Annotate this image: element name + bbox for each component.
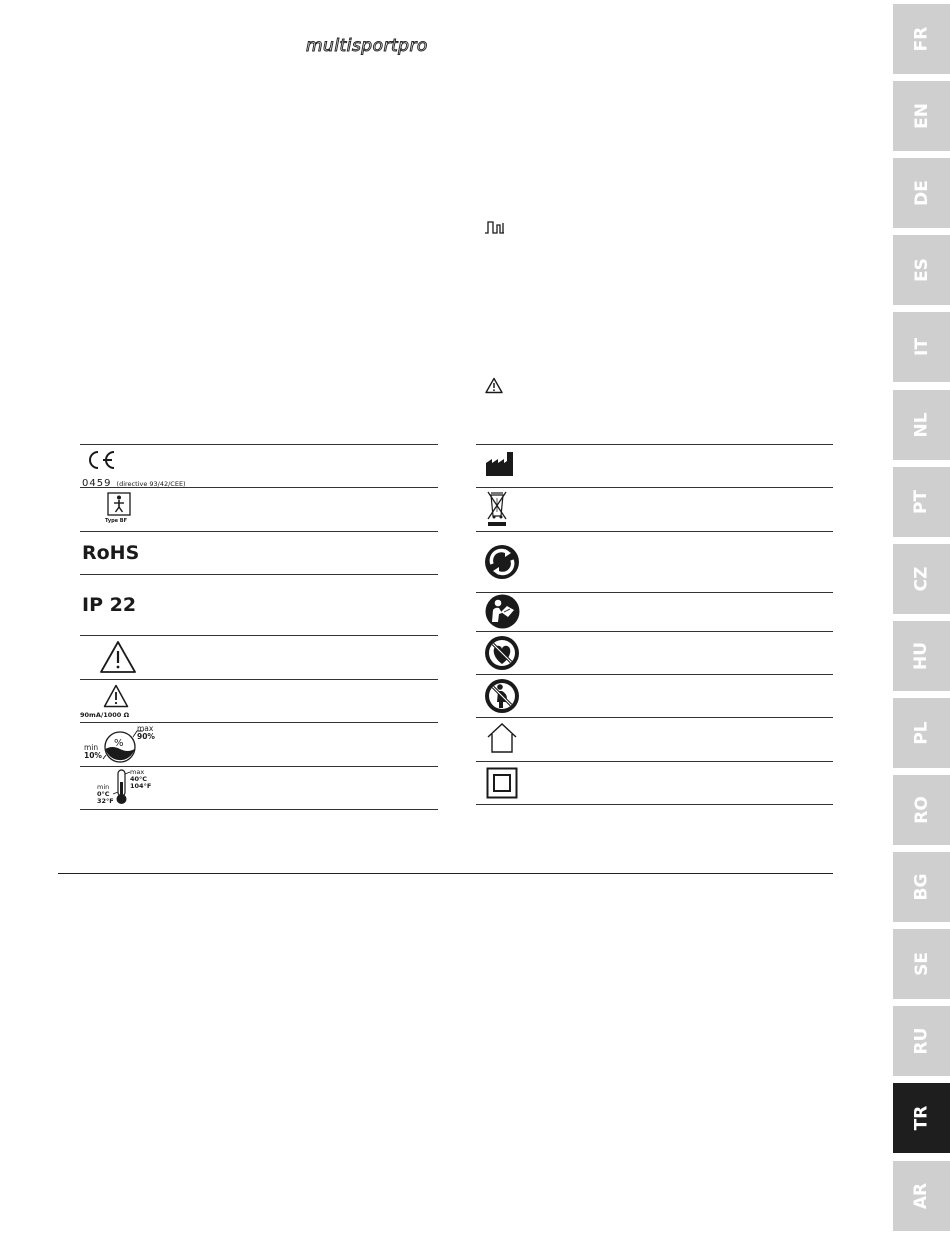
brand-logo: multisportpro — [306, 36, 428, 56]
manufacturer-icon — [485, 451, 515, 481]
no-pacemaker-icon — [484, 635, 520, 675]
warning-small-icon — [485, 377, 503, 398]
language-tab-label: SE — [911, 952, 932, 976]
language-tab-bg[interactable] — [893, 852, 950, 922]
language-tab-label: TR — [911, 1105, 932, 1131]
language-tab-tr[interactable] — [893, 1083, 950, 1153]
warning-icon — [103, 684, 129, 708]
table-rule — [80, 574, 438, 575]
humidity-min-value: 10% — [84, 751, 102, 760]
temperature-min-fahrenheit: 32°F — [97, 797, 114, 805]
humidity-percent-symbol: % — [114, 738, 124, 749]
language-tab-fr[interactable] — [893, 4, 950, 74]
rohs-label: RoHS — [82, 542, 140, 564]
warning-current-caption: 90mA/1000 Ω — [80, 711, 130, 719]
ce-mark-symbol — [82, 449, 282, 489]
weee-bin-icon — [484, 490, 510, 532]
humidity-min-label: min — [84, 743, 99, 752]
type-bf-icon — [107, 492, 131, 516]
language-tab-label: AR — [911, 1182, 932, 1210]
table-rule — [80, 679, 438, 680]
indoor-use-icon — [486, 722, 518, 758]
read-manual-icon — [485, 594, 520, 633]
humidity-max-label: max — [137, 724, 154, 733]
language-tab-hu[interactable] — [893, 621, 950, 691]
language-sidebar — [893, 0, 950, 1242]
language-tab-pt[interactable] — [893, 467, 950, 537]
table-rule — [80, 722, 438, 723]
table-rule — [476, 592, 833, 593]
table-rule — [80, 635, 438, 636]
table-rule — [80, 531, 438, 532]
type-bf-caption: Type BF — [105, 518, 128, 524]
warning-current-symbol — [80, 684, 152, 720]
temperature-max-fahrenheit: 104°F — [130, 782, 152, 790]
language-tab-label: PL — [911, 721, 932, 745]
ce-mark-icon — [84, 449, 118, 471]
temperature-max-celsius: 40°C — [130, 775, 148, 783]
language-tab-ro[interactable] — [893, 775, 950, 845]
table-rule — [476, 631, 833, 632]
language-tab-en[interactable] — [893, 81, 950, 151]
table-rule — [476, 487, 833, 488]
language-tab-label: CZ — [911, 566, 932, 592]
thermometer-icon — [112, 768, 132, 806]
ip-rating-label: IP 22 — [82, 594, 137, 616]
humidity-symbol — [82, 724, 172, 764]
language-tab-label: EN — [911, 103, 932, 129]
table-rule — [476, 444, 833, 445]
temperature-min-celsius: 0°C — [97, 790, 110, 798]
class-ii-icon — [486, 767, 518, 803]
language-tab-it[interactable] — [893, 312, 950, 382]
language-tab-label: RO — [911, 796, 932, 824]
table-rule — [80, 809, 438, 810]
language-tab-nl[interactable] — [893, 390, 950, 460]
language-tab-label: FR — [911, 26, 932, 52]
language-tab-label: BG — [911, 873, 932, 901]
language-tab-se[interactable] — [893, 929, 950, 999]
language-tab-de[interactable] — [893, 158, 950, 228]
language-tab-label: PT — [911, 489, 932, 515]
humidity-max-value: 90% — [137, 732, 155, 741]
language-tab-label: RU — [911, 1027, 932, 1055]
ce-directive: (directive 93/42/CEE) — [116, 480, 186, 488]
language-tab-label: NL — [911, 412, 932, 438]
temperature-symbol — [82, 768, 172, 808]
table-rule — [476, 674, 833, 675]
pulse-waveform-icon — [484, 219, 506, 239]
language-tab-pl[interactable] — [893, 698, 950, 768]
temperature-max-label: max — [130, 768, 145, 776]
table-rule — [476, 531, 833, 532]
temperature-min-label: min — [97, 783, 110, 791]
language-tab-label: ES — [911, 258, 932, 282]
no-pregnancy-icon — [484, 678, 520, 718]
green-dot-icon — [484, 544, 520, 584]
language-tab-cz[interactable] — [893, 544, 950, 614]
language-tab-label: IT — [911, 338, 932, 356]
warning-icon — [99, 640, 137, 678]
table-rule — [476, 804, 833, 805]
table-rule — [476, 761, 833, 762]
table-rule — [80, 444, 438, 445]
language-tab-ru[interactable] — [893, 1006, 950, 1076]
language-tab-label: HU — [911, 641, 932, 671]
table-rule — [476, 717, 833, 718]
language-tab-label: DE — [911, 180, 932, 206]
ce-notified-body: 0459 — [82, 478, 112, 489]
language-tab-es[interactable] — [893, 235, 950, 305]
type-bf-symbol — [104, 492, 134, 526]
table-rule — [80, 766, 438, 767]
footer-rule — [58, 873, 833, 874]
language-tab-ar[interactable] — [893, 1161, 950, 1231]
